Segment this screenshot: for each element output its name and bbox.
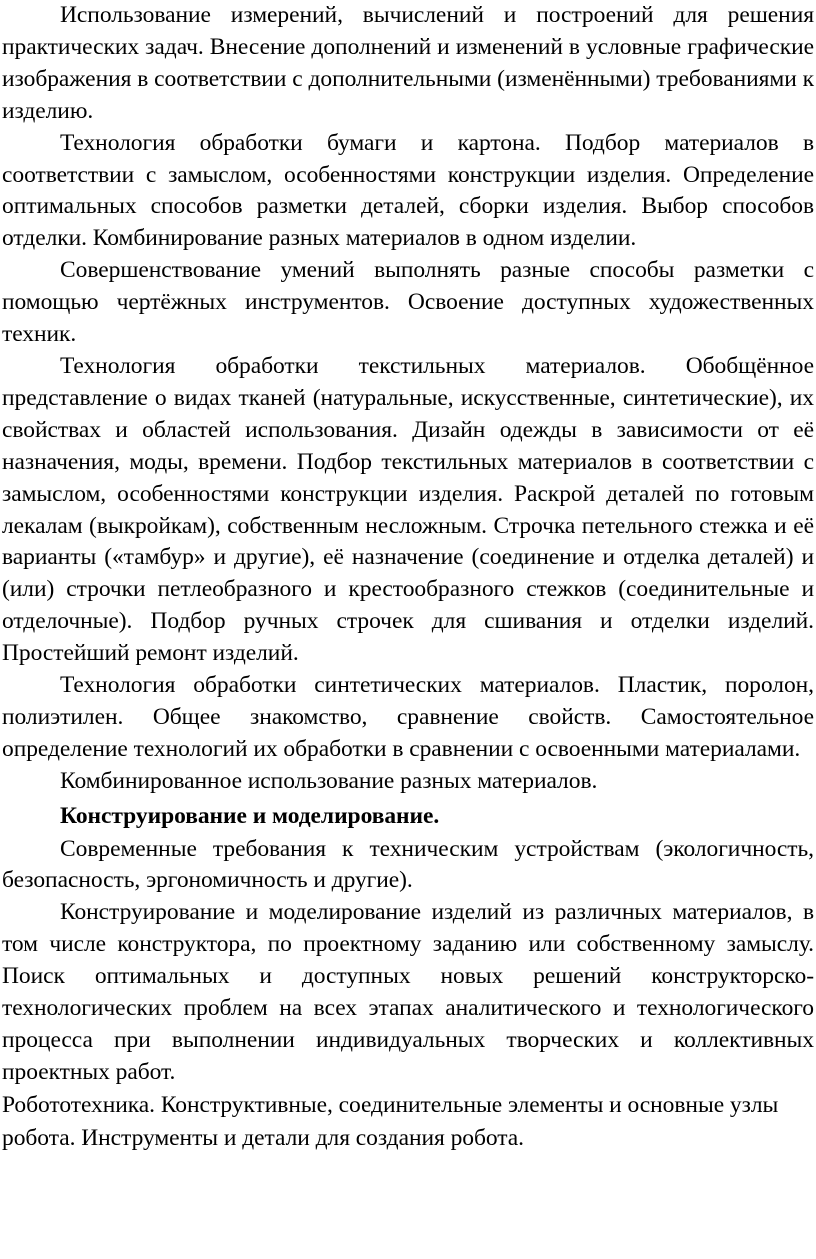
paragraph-technical-requirements: Современные требования к техническим устройствам (экологичность, безопасность, эргономичность и другие). (2, 835, 814, 894)
document-page (2, 0, 814, 1155)
paragraph-combined-materials: Комбинированное использование разных материалов. (60, 767, 598, 794)
paragraph-paper-cardboard: Технология обработки бумаги и картона. Подбор материалов в соответствии с замыслом, особенностями конструкции изделия. Определение оптимальных способов разметки деталей, сборки изделия. Выбор способов отделки. Комбинирование разных материалов в одном изделии. (2, 129, 814, 252)
paragraph-synthetic-materials: Технология обработки синтетических материалов. Пластик, поролон, полиэтилен. Общее знакомство, сравнение свойств. Самостоятельное определение технологий их обработки в сравнении с освоенными материалами. (2, 672, 814, 762)
paragraph-robotics: Робототехника. Конструктивные, соединительные элементы и основные узлы робота. Инструменты и детали для создания робота. (2, 1091, 779, 1151)
paragraph-construction-modeling: Конструирование и моделирование изделий из различных материалов, в том числе конструктора, по проектному заданию или собственному замыслу. Поиск оптимальных и доступных новых решений конструкторско-технологических проблем на всех этапах аналитического и технологического процесса при выполнении индивидуальных творческих и коллективных проектных работ. (2, 899, 814, 1085)
paragraph-textile-materials: Технология обработки текстильных материалов. Обобщённое представление о видах тканей (натуральные, искусственные, синтетические), их свойствах и областей использования. Дизайн одежды в зависимости от её назначения, моды, времени. Подбор текстильных материалов в соответствии с замыслом, особенностями конструкции изделия. Раскрой деталей по готовым лекалам (выкройкам), собственным несложным. Строчка петельного стежка и её варианты («тамбур» и другие), её назначение (соединение и отделка деталей) и (или) строчки петлеобразного и крестообразного стежков (соединительные и отделочные). Подбор ручных строчек для сшивания и отделки изделий. Простейший ремонт изделий. (2, 352, 814, 667)
section-heading: Конструирование и моделирование. (60, 802, 440, 829)
paragraph-measurements: Использование измерений, вычислений и построений для решения практических задач. Внесение дополнений и изменений в условные графические изображения в соответствии с дополнительными (изменёнными) требованиями к изделию. (2, 2, 814, 124)
paragraph-marking-skills: Совершенствование умений выполнять разные способы разметки с помощью чертёжных инструментов. Освоение доступных художественных техник. (2, 257, 814, 348)
